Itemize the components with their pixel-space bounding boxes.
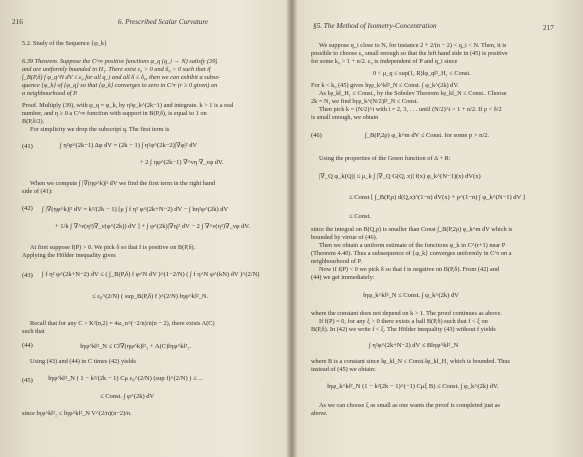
equation: 0 < μ_q ≤ sup(1, R)‖φ_q‖²_H₁ ≤ Const. [373,70,471,77]
theorem-line: ∫_B(P,δ) f φ_q^N dV ≤ ε₀ for all q_i and all δ ≤ δ₀, then we can exhibit a subse- [22,74,221,81]
equation-number: (41) [22,143,33,150]
text-line: B(P,δ). In (42) we write f < ξ. The Hölder inequality (43) without f yields [311,326,496,333]
equation-number: (45) [22,377,33,384]
equation: ≤ ε₀^(2/N) ( sup_B(P,δ) f )^(2/N) ‖ηφ^k‖²_N. [92,293,209,300]
text-line: When we compute ∫ |∇(ηφ^k)|² dV we find the first term in the right hand [30,180,216,187]
text-line: Applying the Hölder inequality gives [22,252,116,259]
left-page-number: 216 [12,18,23,26]
equation: + 1/k ∫ ∇^ν(η²)∇_ν(φ^(2k)) dV ] + ∫ φ^(2k)|∇η|² dV − 2 ∫ ∇^ν(η²)∇_νφ dV. [55,223,250,230]
equation-number: (42) [22,205,33,212]
equation: ‖ηφ^k‖²_N ( 1 − k²/(2k − 1) Cμ ε₀^(2/N) (sup f)^(2/N) ) ≤ ... [48,375,204,382]
section-title: 5.2. Study of the Sequence {φ_k} [22,40,108,47]
text-line: (44) we get immediately: [311,274,375,281]
equation: ≤ Const. [349,213,371,220]
equation-number: (46) [311,132,322,139]
text-line: for some k₀ > 1 + n/2. ε₀ is independent of P and q_i since [311,58,458,65]
text-line: possible to choose ε₀ small enough so that the left hand side in (45) is positive [311,50,508,57]
right-page [293,0,583,457]
equation: ‖ηφ_k^k‖²_N (1 − k²(2k − 1)^(−1) Cμξ B) ≤ Const. ∫ φ_k^(2k) dV. [327,383,499,390]
proof-line: number, and η ≥ 0 a C^∞ function with support in B(P,δ), is equal to 1 on [22,110,207,117]
equation: ∫ η²φ^(2k+N−2) dV ≤ B‖ηφ^k‖²_N [369,342,459,349]
text-line: Recall that for any C > K²(n,2) = 4ω_n^(−2/n)/n(n − 2), there exists A(C) [30,320,215,327]
equation: ≤ Const. ∫ φ^(2k) dV [100,393,155,400]
text-line: Then pick k = (N/2)^i with i = 2, 3, . . . until (N/2)^i > 1 + n/2. If ρ < δ/2 [319,106,502,113]
equation: ∫_B(P,2ρ) φ_k^m dV ≤ Const. for some p > n/2. [365,132,490,139]
text-line: We suppose q_i close to N, for instance 2 + 2/(n − 2) < q_i < N. Then, it is [319,42,507,49]
text-line: is small enough, we obtain [311,114,379,121]
text-line: where B is a constant since ‖φ_k‖_N ≤ Const.‖φ_k‖_H₁ which is bounded. Thus [311,358,510,365]
equation: ‖ηφ^k‖²_N ≤ C‖∇(ηφ^k)‖²₂ + A(C)‖ηφ^k‖²₂. [80,343,192,350]
left-running-head: 6. Prescribed Scalar Curvature [118,18,209,26]
right-page-number: 217 [543,24,554,32]
text-line: 2k = N, we find ‖ηφ_k^(N/2)‖²_N ≤ Const. [311,98,419,105]
text-line: bounded by virtue of (46). [311,234,378,241]
equation: ≤ Const [ ∫_B(P,ρ) d(Q,x)^(1−n) dV(x) + ρ^(1−n) ∫ φ_k^(N−1) dV ] [349,194,525,201]
theorem-line: and are uniformly bounded in H₁. There exist ε₀ > 0 and δ₀ > 0 such that if [22,66,211,73]
equation-number: (43) [22,272,33,279]
right-running-head: §5. The Method of Isometry-Concentration [313,22,437,30]
equation: |∇_Q φ_k(Q)| ≤ μ_k ∫ |∇_Q G(Q, x)| f(x) φ_k^(N−1)(x) dV(x) [319,173,481,180]
text-line: above. [311,410,328,417]
equation: ∫ f η² φ^(2k+N−2) dV ≤ ( ∫_B(P,δ) f φ^N dV )^(1−2/N) ( ∫ f η^N φ^(kN) dV )^(2/N) [42,271,260,278]
equation: ∫ |∇(ηφ^k)|² dV = k²/(2k − 1) [μ ∫ f η² φ^(2k+N−2) dV − ∫ hη²φ^(2k) dV [42,206,229,213]
proof-line: B(P,δ/2). [22,118,45,125]
text-line: side of (41): [22,188,53,195]
equation: ‖ηφ_k^k‖²_N ≤ Const. ∫ φ_k^(2k) dV [363,292,459,299]
text-line: instead of (45) we obtain: [311,366,376,373]
theorem-line: quence {φ_k} of {φ_q} so that {φ_k} converges to zero in C^r (r ≥ 0 given) on [22,82,218,89]
text-line: Using the properties of the Green function of Δ + R: [319,155,451,162]
left-page [0,0,290,457]
equation: ∫ η²φ^(2k−1) Δφ dV = (2k − 1) ∫ η²φ^(2k−2)|∇φ|² dV [60,142,198,149]
text-line: As we can choose ξ as small as one wants the proof is completed just as [319,402,501,409]
text-line: As ‖φ_k‖_H₁ ≤ Const., by the Sobolev Theorem ‖φ_k‖_N ≤ Const.. Choose [319,90,507,97]
text-line: Now if f(P) < 0 we pick δ so that f is negative on B(P,δ). From (42) and [319,266,499,273]
text-line: Then we obtain a uniform estimate of the functions φ_k in C^(r+1) near P [319,242,506,249]
equation: + 2 ∫ ηφ^(2k−1) ∇^νη ∇_νφ dV. [140,159,224,166]
text-line: neighbourhood of P. [311,258,362,265]
text-line: since the integral on B(Q,ρ) is smaller than Const ∫_B(P,2ρ) φ_k^m dV which is [311,226,513,233]
text-line: If f(P) = 0, for any ξ > 0 there exists a ball B(P,δ) such that f < ξ on [319,318,488,325]
text-line: where the constant does not depend on k > 1. The proof continues as above. [311,310,502,317]
theorem-line: 6.39 Theorem. Suppose the C^∞ positive functions φ_q (q_i → N) satisfy (39) [22,58,218,65]
text-line: (Theorem 4.40). Thus a subsequence of {φ_k} converges uniformly in C^r on a [311,250,512,257]
text-line: since ‖ηφ^k‖²₂ ≤ ‖ηφ^k‖²_N V^(2/n)(n−2)/n. [22,410,132,417]
text-line: Using (43) and (44) in C times (42) yields [30,358,136,365]
text-line: At first suppose f(P) > 0. We pick δ so that f is positive on B(P,δ). [30,244,196,251]
text-line: such that [22,328,45,335]
text-line: For k < k₀ (45) gives ‖ηφ_k^k‖²_N ≤ Const. ∫ φ_k^(2k) dV. [311,82,459,89]
proof-line: For simplicity we drop the subscript q. The first term is [30,126,170,133]
theorem-line: a neighbourhood of P. [22,90,78,97]
equation-number: (44) [22,342,33,349]
proof-line: Proof. Multiply (39), with φ_q = φ_k, by η²φ_k^(2k−1) and integrate. k > 1 is a real [22,102,234,109]
